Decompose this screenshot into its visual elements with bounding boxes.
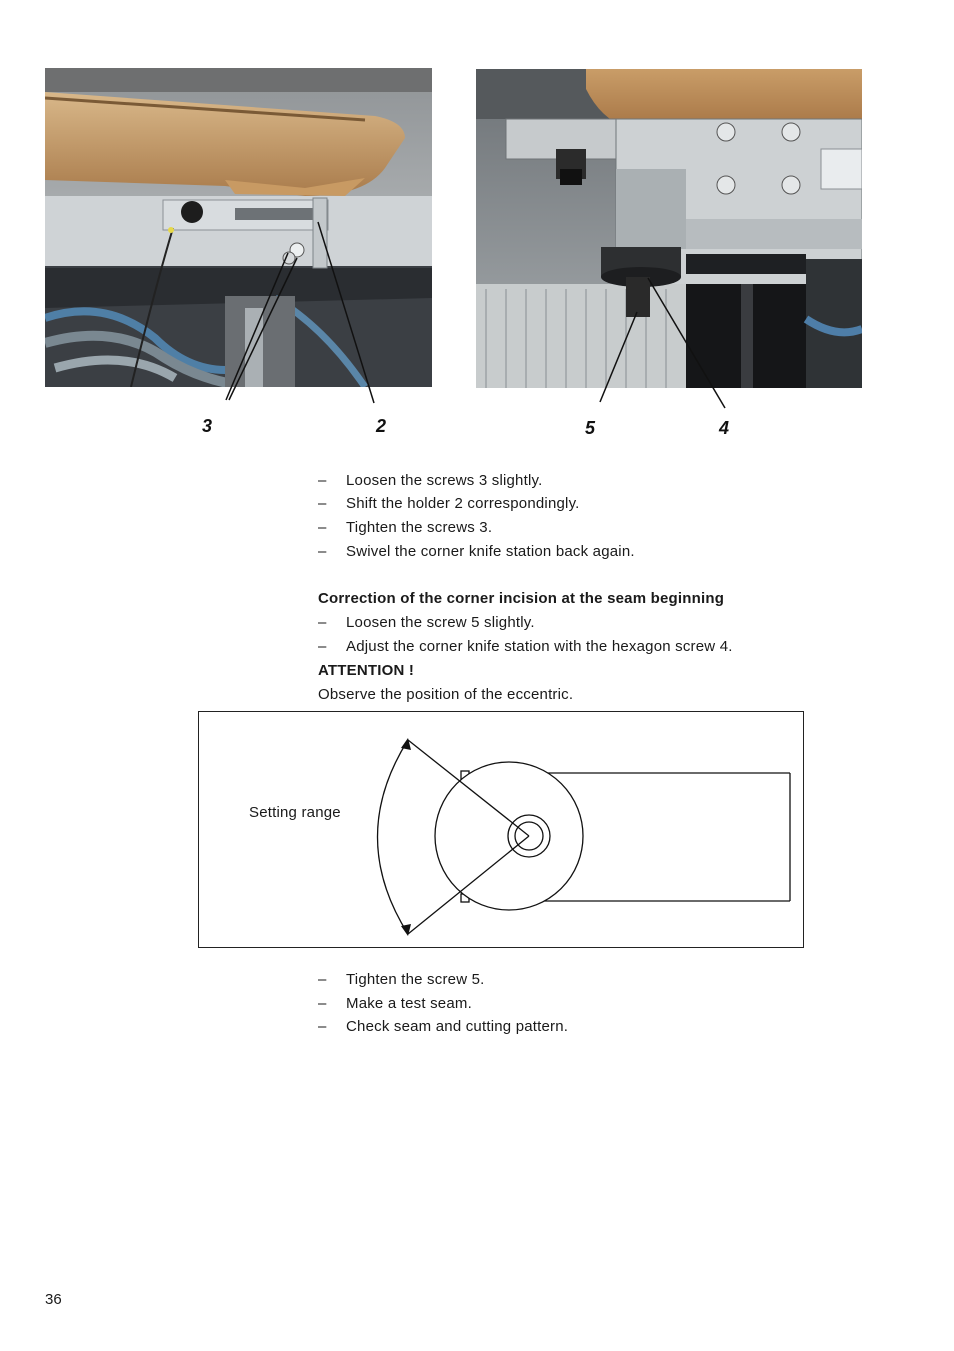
list-dash: –: [318, 614, 327, 631]
list-dash: –: [318, 472, 327, 489]
callout-leader-lines: [0, 0, 954, 440]
list-dash: –: [318, 971, 327, 988]
list-dash: –: [318, 495, 327, 512]
page-number: 36: [45, 1291, 62, 1308]
arrow-down-icon: [401, 924, 411, 936]
list-item: [318, 637, 733, 657]
setting-range-label: Setting range: [249, 804, 341, 821]
eccentric-diagram: [198, 711, 804, 948]
step-text: Make a test seam.: [346, 995, 472, 1012]
step-text: Check seam and cutting pattern.: [346, 1018, 569, 1035]
step-text: Swivel the corner knife station back again.: [346, 543, 635, 560]
eccentric-drawing: [199, 712, 805, 949]
step-text: Loosen the screws 3 slightly.: [346, 472, 543, 489]
arrow-up-icon: [401, 738, 411, 750]
list-dash: –: [318, 1018, 327, 1035]
step-text: Loosen the screw 5 slightly.: [346, 614, 535, 631]
step-text: Shift the holder 2 correspondingly.: [346, 495, 580, 512]
list-dash: –: [318, 519, 327, 536]
section-heading: Correction of the corner incision at the seam beginning: [318, 590, 725, 607]
list-dash: –: [318, 638, 327, 655]
callout-2: 2: [376, 416, 387, 436]
list-item: [318, 970, 485, 990]
step-text: Tighten the screws 3.: [346, 519, 493, 536]
list-item: [318, 613, 535, 633]
step-text: Adjust the corner knife station with the hexagon screw 4.: [346, 638, 733, 655]
list-item: [318, 1017, 568, 1037]
list-dash: –: [318, 995, 327, 1012]
attention-label: ATTENTION !: [318, 662, 415, 679]
list-item: [318, 994, 472, 1014]
list-item: [318, 471, 542, 491]
list-item: [318, 494, 580, 514]
callout-5: 5: [585, 418, 596, 438]
attention-note: Observe the position of the eccentric.: [318, 686, 574, 703]
list-item: [318, 518, 492, 538]
callout-4: 4: [719, 418, 730, 438]
step-text: Tighten the screw 5.: [346, 971, 485, 988]
callout-3: 3: [202, 416, 213, 436]
list-dash: –: [318, 543, 327, 560]
list-item: [318, 542, 635, 562]
